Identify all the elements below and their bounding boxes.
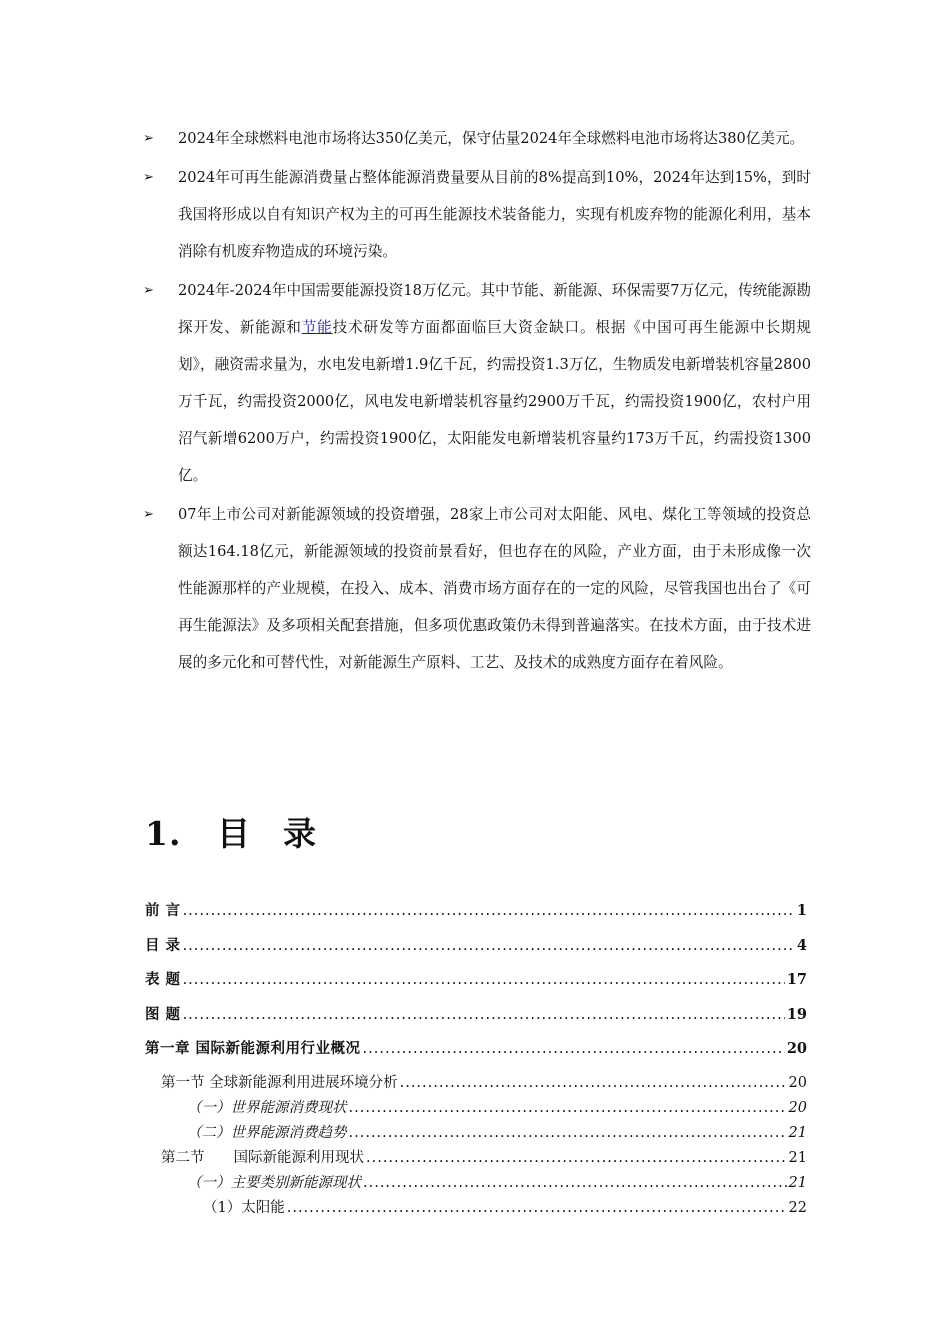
toc-entry-page: 21 bbox=[788, 1149, 807, 1166]
toc-entry-label: 目 录 bbox=[145, 936, 181, 954]
toc-leader-dots bbox=[183, 963, 785, 998]
toc-entry-page: 20 bbox=[788, 1074, 807, 1091]
toc-entry-label: （1）太阳能 bbox=[203, 1199, 285, 1216]
heading-word-2: 录 bbox=[283, 814, 317, 853]
toc-entry-item[interactable] bbox=[145, 1196, 807, 1221]
toc-leader-dots bbox=[349, 1096, 787, 1121]
heading-number: 1. bbox=[145, 814, 182, 853]
toc-leader-dots bbox=[183, 894, 795, 929]
toc-leader-dots bbox=[366, 1146, 787, 1171]
heading-word-1: 目 bbox=[217, 814, 251, 853]
toc-entry-page: 20 bbox=[786, 1040, 807, 1057]
toc-entry-label: 前 言 bbox=[145, 902, 181, 919]
bullet-item bbox=[143, 272, 811, 494]
toc-entry-subsection[interactable] bbox=[145, 1121, 807, 1146]
toc-entry-label: 第一章 国际新能源利用行业概况 bbox=[145, 1040, 361, 1057]
bullet-text: 2024年全球燃料电池市场将达350亿美元，保守估量2024年全球燃料电池市场将达380亿美元。 bbox=[178, 130, 805, 147]
toc-entry-page: 4 bbox=[796, 936, 807, 954]
toc-entry-page: 20 bbox=[788, 1099, 807, 1116]
toc-entry-chapter-1[interactable] bbox=[145, 1032, 807, 1067]
toc-entry-subsection[interactable] bbox=[145, 1171, 807, 1196]
toc-leader-dots bbox=[400, 1071, 787, 1096]
toc-entry-label: 第二节 国际新能源利用现状 bbox=[161, 1149, 364, 1166]
toc-entry-label: 第一节 全球新能源利用进展环境分析 bbox=[161, 1074, 398, 1091]
toc-leader-dots bbox=[183, 929, 795, 964]
toc-entry-page: 17 bbox=[786, 971, 807, 988]
toc-entry-section-1[interactable] bbox=[145, 1071, 807, 1096]
bullet-item bbox=[143, 496, 811, 681]
toc-entry-section-2[interactable] bbox=[145, 1146, 807, 1171]
toc-entry-figures[interactable] bbox=[145, 998, 807, 1033]
toc-heading bbox=[145, 808, 349, 855]
arrow-bullet-icon: ➢ bbox=[143, 131, 154, 146]
bullet-text-before-link: 2024年-2024年中国需要能源投资18万亿元。其中节能、新能源、环保需要7万亿元，传统能源勘探开发、新能源和 bbox=[178, 282, 811, 336]
toc-entry-page: 22 bbox=[788, 1199, 807, 1216]
toc-leader-dots bbox=[349, 1121, 787, 1146]
toc-leader-dots bbox=[183, 998, 785, 1033]
bullet-text-after-link: 技术研发等方面都面临巨大资金缺口。根据《中国可再生能源中长期规划》，融资需求量为，水电发电新增1.9亿千瓦，约需投资1.3万亿，生物质发电新增装机容量2800万千瓦，约需投资2000亿，风电发电新增装机容量约2900万千瓦，约需投资1900亿，农村户用沼气新增6200万户，约需投资1900亿，太阳能发电新增装机容量约173万千瓦，约需投资1300亿。 bbox=[178, 319, 811, 484]
bullet-list bbox=[143, 120, 811, 683]
toc-leader-dots bbox=[363, 1171, 787, 1196]
arrow-bullet-icon: ➢ bbox=[143, 283, 154, 298]
arrow-bullet-icon: ➢ bbox=[143, 507, 154, 522]
toc-entry-preface[interactable] bbox=[145, 894, 807, 929]
bullet-text bbox=[178, 272, 811, 494]
toc-entry-tables[interactable] bbox=[145, 963, 807, 998]
bullet-text: 07年上市公司对新能源领域的投资增强，28家上市公司对太阳能、风电、煤化工等领域的投资总额达164.18亿元，新能源领域的投资前景看好，但也存在的风险，产业方面，由于未形成像一次性能源那样的产业规模，在投入、成本、消费市场方面存在的一定的风险，尽管我国也出台了《可再生能源法》及多项相关配套措施，但多项优惠政策仍未得到普遍落实。在技术方面，由于技术进展的多元化和可替代性，对新能源生产原料、工艺、及技术的成熟度方面存在着风险。 bbox=[178, 506, 811, 671]
toc-entry-subsection[interactable] bbox=[145, 1096, 807, 1121]
bullet-item bbox=[143, 120, 811, 157]
toc-entry-page: 1 bbox=[796, 902, 807, 919]
bullet-item bbox=[143, 159, 811, 270]
energy-saving-link[interactable]: 节能 bbox=[301, 319, 333, 336]
arrow-bullet-icon: ➢ bbox=[143, 170, 154, 185]
toc-leader-dots bbox=[363, 1032, 785, 1067]
toc-entry-label: （二）世界能源消费趋势 bbox=[187, 1124, 347, 1141]
toc-leader-dots bbox=[287, 1196, 787, 1221]
toc-entry-label: 表 题 bbox=[145, 971, 181, 988]
toc-entry-page: 21 bbox=[788, 1174, 807, 1191]
toc-entry-contents[interactable] bbox=[145, 929, 807, 964]
toc-entry-page: 19 bbox=[786, 1005, 807, 1023]
toc-entry-label: （一）主要类别新能源现状 bbox=[187, 1174, 361, 1191]
toc-entry-label: （一）世界能源消费现状 bbox=[187, 1099, 347, 1116]
toc-entry-page: 21 bbox=[788, 1124, 807, 1141]
toc-entry-label: 图 题 bbox=[145, 1005, 181, 1023]
table-of-contents bbox=[145, 894, 807, 1221]
bullet-text: 2024年可再生能源消费量占整体能源消费量要从目前的8%提高到10%，2024年达到15%，到时我国将形成以自有知识产权为主的可再生能源技术装备能力，实现有机废弃物的能源化利用，基本消除有机废弃物造成的环境污染。 bbox=[178, 169, 811, 260]
